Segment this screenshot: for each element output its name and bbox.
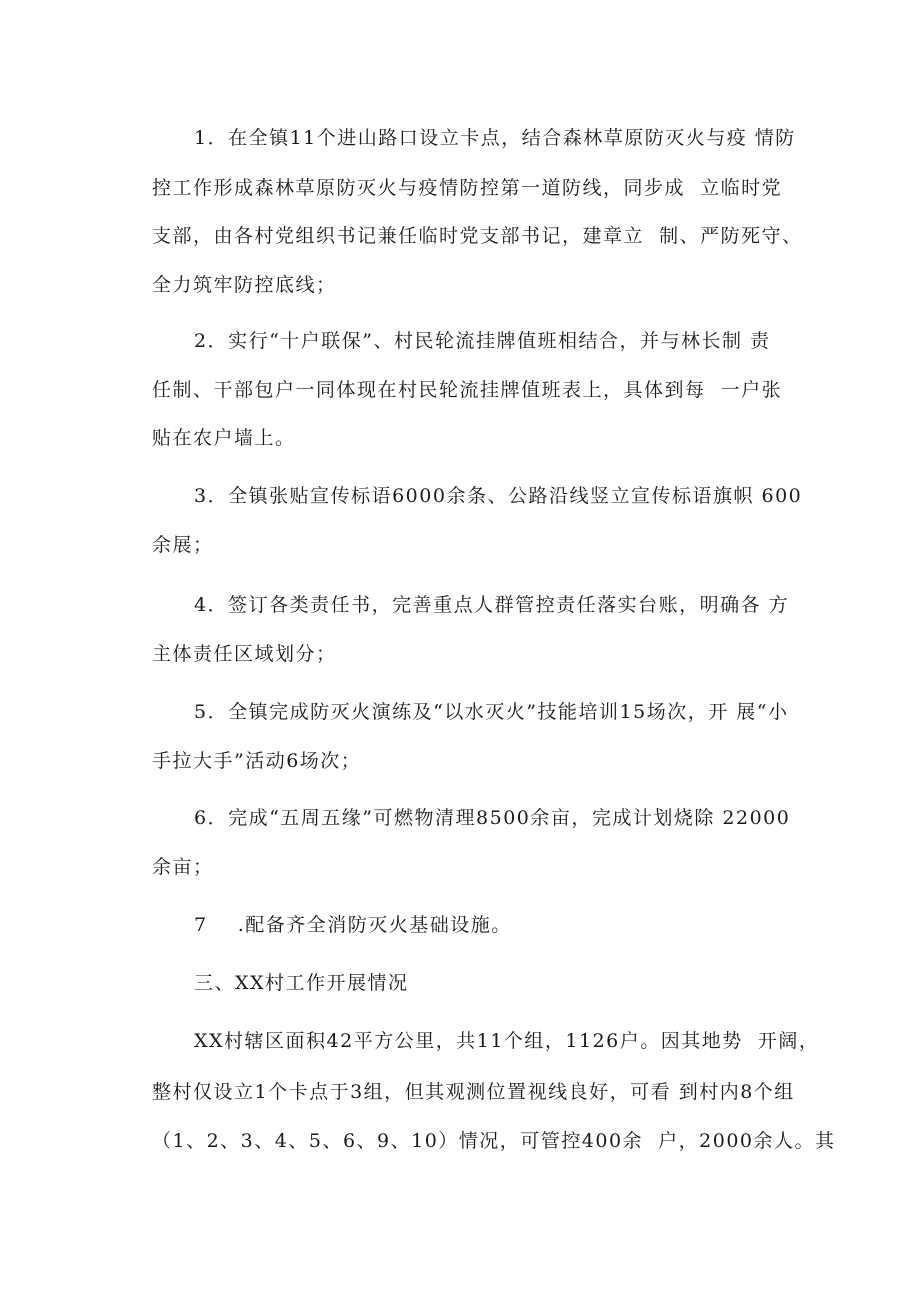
text-line: 2．实行“十户联保”、村民轮流挂牌值班相结合，并与林长制 责: [194, 330, 771, 352]
text-line: 5．全镇完成防灭火演练及“以水灭火”技能培训15场次，开 展“小: [194, 701, 789, 723]
text-line: 控工作形成森林草原防灭火与疫情防控第一道防线，同步成 立临时党: [152, 177, 783, 199]
text-line: 主体责任区域划分；: [152, 643, 337, 665]
text-line: 整村仅设立1个卡点于3组，但其观测位置视线良好，可看 到村内8个组: [152, 1081, 795, 1103]
text-line: 余展；: [152, 534, 214, 556]
text-line: XX村辖区面积42平方公里，共11个组，1126户。因其地势 开阔，: [194, 1030, 820, 1052]
text-line: 4．签订各类责任书，完善重点人群管控责任落实台账，明确各 方: [194, 594, 790, 616]
text-line: （1、2、3、4、5、6、9、10）情况，可管控400余 户，2000余人。其: [152, 1130, 836, 1152]
text-line: 支部，由各村党组织书记兼任临时党支部书记，建章立 制、严防死守、: [152, 225, 803, 247]
text-line: 全力筑牢防控底线；: [152, 274, 337, 296]
text-line: 7 .配备齐全消防灭火基础设施。: [194, 914, 512, 936]
section-heading: 三、XX村工作开展情况: [194, 972, 409, 994]
text-line: 余亩；: [152, 856, 214, 878]
text-line: 手拉大手”活动6场次；: [152, 750, 362, 772]
text-line: 任制、干部包户一同体现在村民轮流挂牌值班表上，具体到每 一户张: [152, 379, 783, 401]
text-line: 3．全镇张贴宣传标语6000余条、公路沿线竖立宣传标语旗帜 600: [194, 485, 803, 507]
text-line: 6．完成“五周五缘”可燃物清理8500余亩，完成计划烧除 22000: [194, 807, 791, 829]
text-line: 1．在全镇11个进山路口设立卡点，结合森林草原防灭火与疫 情防: [194, 127, 796, 149]
text-line: 贴在农户墙上。: [152, 427, 296, 449]
